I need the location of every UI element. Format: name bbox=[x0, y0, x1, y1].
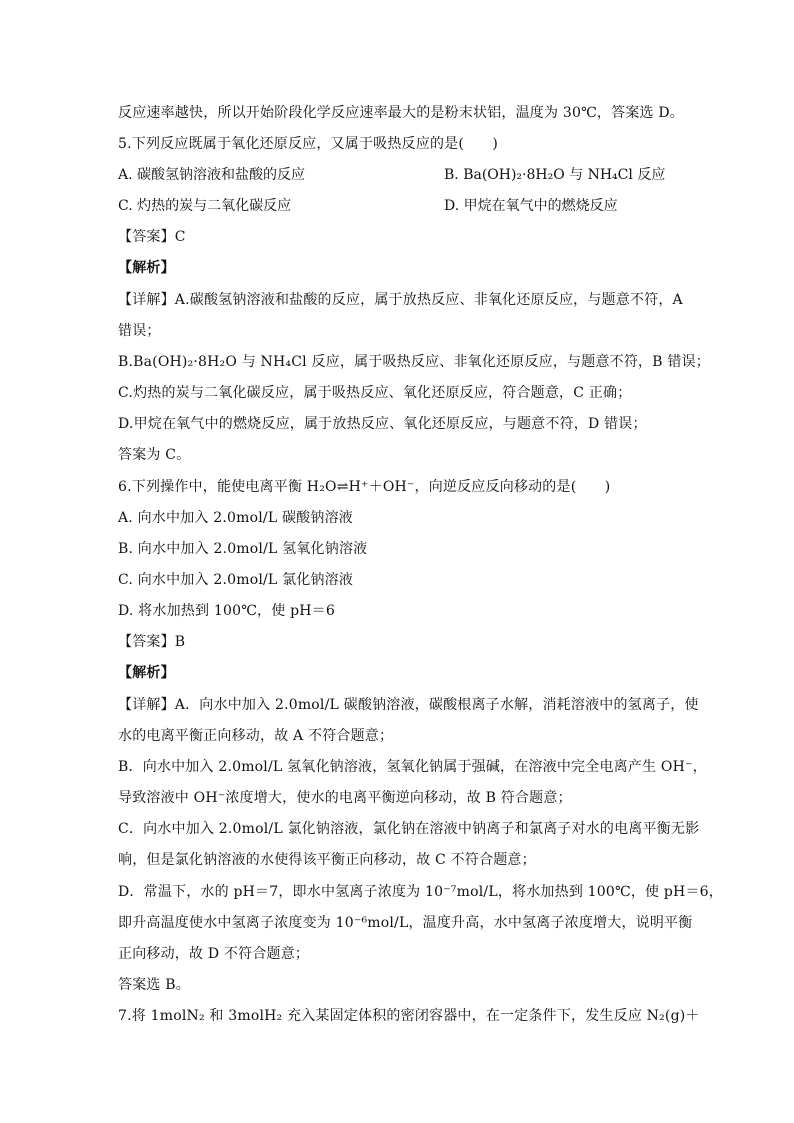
detail-line: 正向移动，故 D 不符合题意； bbox=[118, 946, 310, 962]
detail-line: B.Ba(OH)₂·8H₂O 与 NH₄Cl 反应，属于吸热反应、非氧化还原反应，与题意不符，B 错误； bbox=[118, 354, 710, 370]
detail-line: 【详解】A．向水中加入 2.0mol/L 碳酸钠溶液，碳酸根离子水解，消耗溶液中的氢离子，使 bbox=[118, 697, 699, 713]
option-d: D. 甲烷在氧气中的燃烧反应 bbox=[444, 198, 618, 214]
answer-label: 【答案】B bbox=[118, 634, 186, 650]
detail-line: 【详解】A.碳酸氢钠溶液和盐酸的反应，属于放热反应、非氧化还原反应，与题意不符，A bbox=[118, 292, 683, 308]
detail-line: 导致溶液中 OH⁻浓度增大，使水的电离平衡逆向移动，故 B 符合题意； bbox=[118, 790, 572, 806]
detail-line: 响，但是氯化钠溶液的水使得该平衡正向移动，故 C 不符合题意； bbox=[118, 852, 536, 868]
analysis-label: 【解析】 bbox=[118, 260, 175, 276]
option-c: C. 灼热的炭与二氧化碳反应 bbox=[118, 198, 292, 214]
option-b: B. Ba(OH)₂·8H₂O 与 NH₄Cl 反应 bbox=[444, 167, 666, 183]
option-b: B. 向水中加入 2.0mol/L 氢氧化钠溶液 bbox=[118, 541, 368, 557]
question-6-stem: 6.下列操作中，能使电离平衡 H₂O⇌H⁺＋OH⁻，向逆反应反向移动的是( ) bbox=[118, 479, 611, 495]
option-d: D. 将水加热到 100℃，使 pH＝6 bbox=[118, 603, 335, 619]
detail-line: 水的电离平衡正向移动，故 A 不符合题意； bbox=[118, 728, 394, 744]
question-5-options-row-1 bbox=[118, 165, 676, 185]
detail-line: C.灼热的炭与二氧化碳反应，属于吸热反应、氧化还原反应，符合题意，C 正确； bbox=[118, 385, 632, 401]
detail-line: D.甲烷在氧气中的燃烧反应，属于放热反应、氧化还原反应，与题意不符，D 错误； bbox=[118, 416, 647, 432]
answer-label: 【答案】C bbox=[118, 229, 186, 245]
question-5-stem: 5.下列反应既属于氧化还原反应，又属于吸热反应的是( ) bbox=[118, 136, 499, 152]
detail-line: 即升高温度使水中氢离子浓度变为 10⁻⁶mol/L，温度升高，水中氢离子浓度增大，说明平衡 bbox=[118, 915, 693, 931]
detail-line: 错误； bbox=[118, 323, 161, 339]
question-7-stem: 7.将 1molN₂ 和 3molH₂ 充入某固定体积的密闭容器中，在一定条件下，发生反应 N₂(g)＋ bbox=[118, 1008, 700, 1024]
analysis-label: 【解析】 bbox=[118, 665, 175, 681]
option-a: A. 碳酸氢钠溶液和盐酸的反应 bbox=[118, 167, 306, 183]
detail-line: 答案选 B。 bbox=[118, 977, 190, 993]
question-5-options-row-2 bbox=[118, 196, 676, 216]
detail-line: 答案为 C。 bbox=[118, 447, 191, 463]
text-line: 反应速率越快，所以开始阶段化学反应速率最大的是粉末状铝，温度为 30℃，答案选 D。 bbox=[118, 105, 684, 121]
detail-line: D．常温下，水的 pH＝7，即水中氢离子浓度为 10⁻⁷mol/L，将水加热到 100℃，使 pH＝6， bbox=[118, 884, 723, 900]
option-c: C. 向水中加入 2.0mol/L 氯化钠溶液 bbox=[118, 572, 354, 588]
detail-line: B．向水中加入 2.0mol/L 氢氧化钠溶液，氢氧化钠属于强碱，在溶液中完全电离产生 OH⁻， bbox=[118, 759, 707, 775]
option-a: A. 向水中加入 2.0mol/L 碳酸钠溶液 bbox=[118, 510, 353, 526]
detail-line: C．向水中加入 2.0mol/L 氯化钠溶液，氯化钠在溶液中钠离子和氯离子对水的电离平衡无影 bbox=[118, 821, 700, 837]
